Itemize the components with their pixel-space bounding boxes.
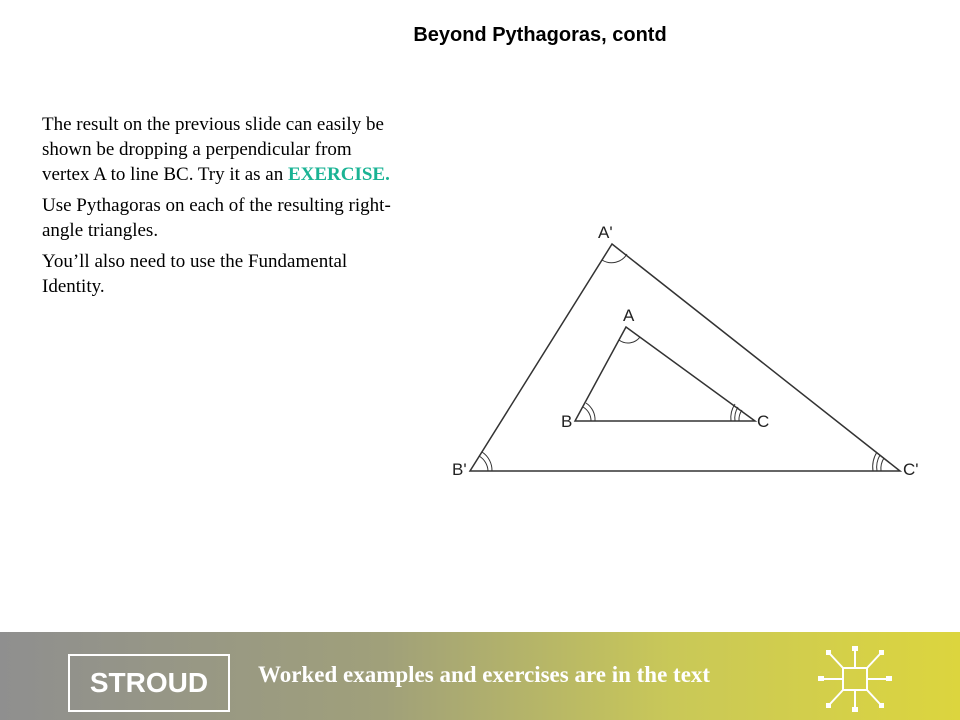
outer-angle-c-arc xyxy=(881,458,884,471)
slide-body xyxy=(42,112,402,305)
paragraph-1 xyxy=(42,112,402,187)
footer-note: Worked examples and exercises are in the text xyxy=(258,662,711,687)
paragraph-3: You’ll also need to use the Fundamental Identity. xyxy=(42,251,348,297)
outer-triangle xyxy=(470,244,900,471)
similar-triangles-diagram xyxy=(440,210,940,500)
exercise-highlight: EXERCISE. xyxy=(287,164,390,185)
outer-angle-b-arc-2 xyxy=(482,452,492,471)
network-logo-icon xyxy=(816,644,894,714)
label-a-prime: A' xyxy=(598,223,613,242)
outer-angle-c-arc-2 xyxy=(877,455,880,471)
label-c: C xyxy=(757,412,770,431)
slide-title: Beyond Pythagoras, contd xyxy=(413,24,667,46)
label-b-prime: B' xyxy=(452,460,467,479)
paragraph-2: Use Pythagoras on each of the resulting right-angle triangles. xyxy=(42,195,391,241)
label-a: A xyxy=(623,306,635,325)
inner-angle-a-arc xyxy=(619,337,640,343)
inner-angle-b-arc xyxy=(583,407,591,421)
inner-triangle xyxy=(575,327,755,421)
label-c-prime: C' xyxy=(903,460,919,479)
inner-angle-c-arc xyxy=(739,410,742,421)
outer-angle-b-arc xyxy=(479,456,488,471)
footer-bar xyxy=(0,632,960,720)
paragraph-1-text: The result on the previous slide can easily be shown be dropping a perpendicular from vertex A to line BC. Try it as an xyxy=(42,114,384,185)
stroud-logo: STROUD xyxy=(68,654,230,712)
label-b: B xyxy=(561,412,573,431)
